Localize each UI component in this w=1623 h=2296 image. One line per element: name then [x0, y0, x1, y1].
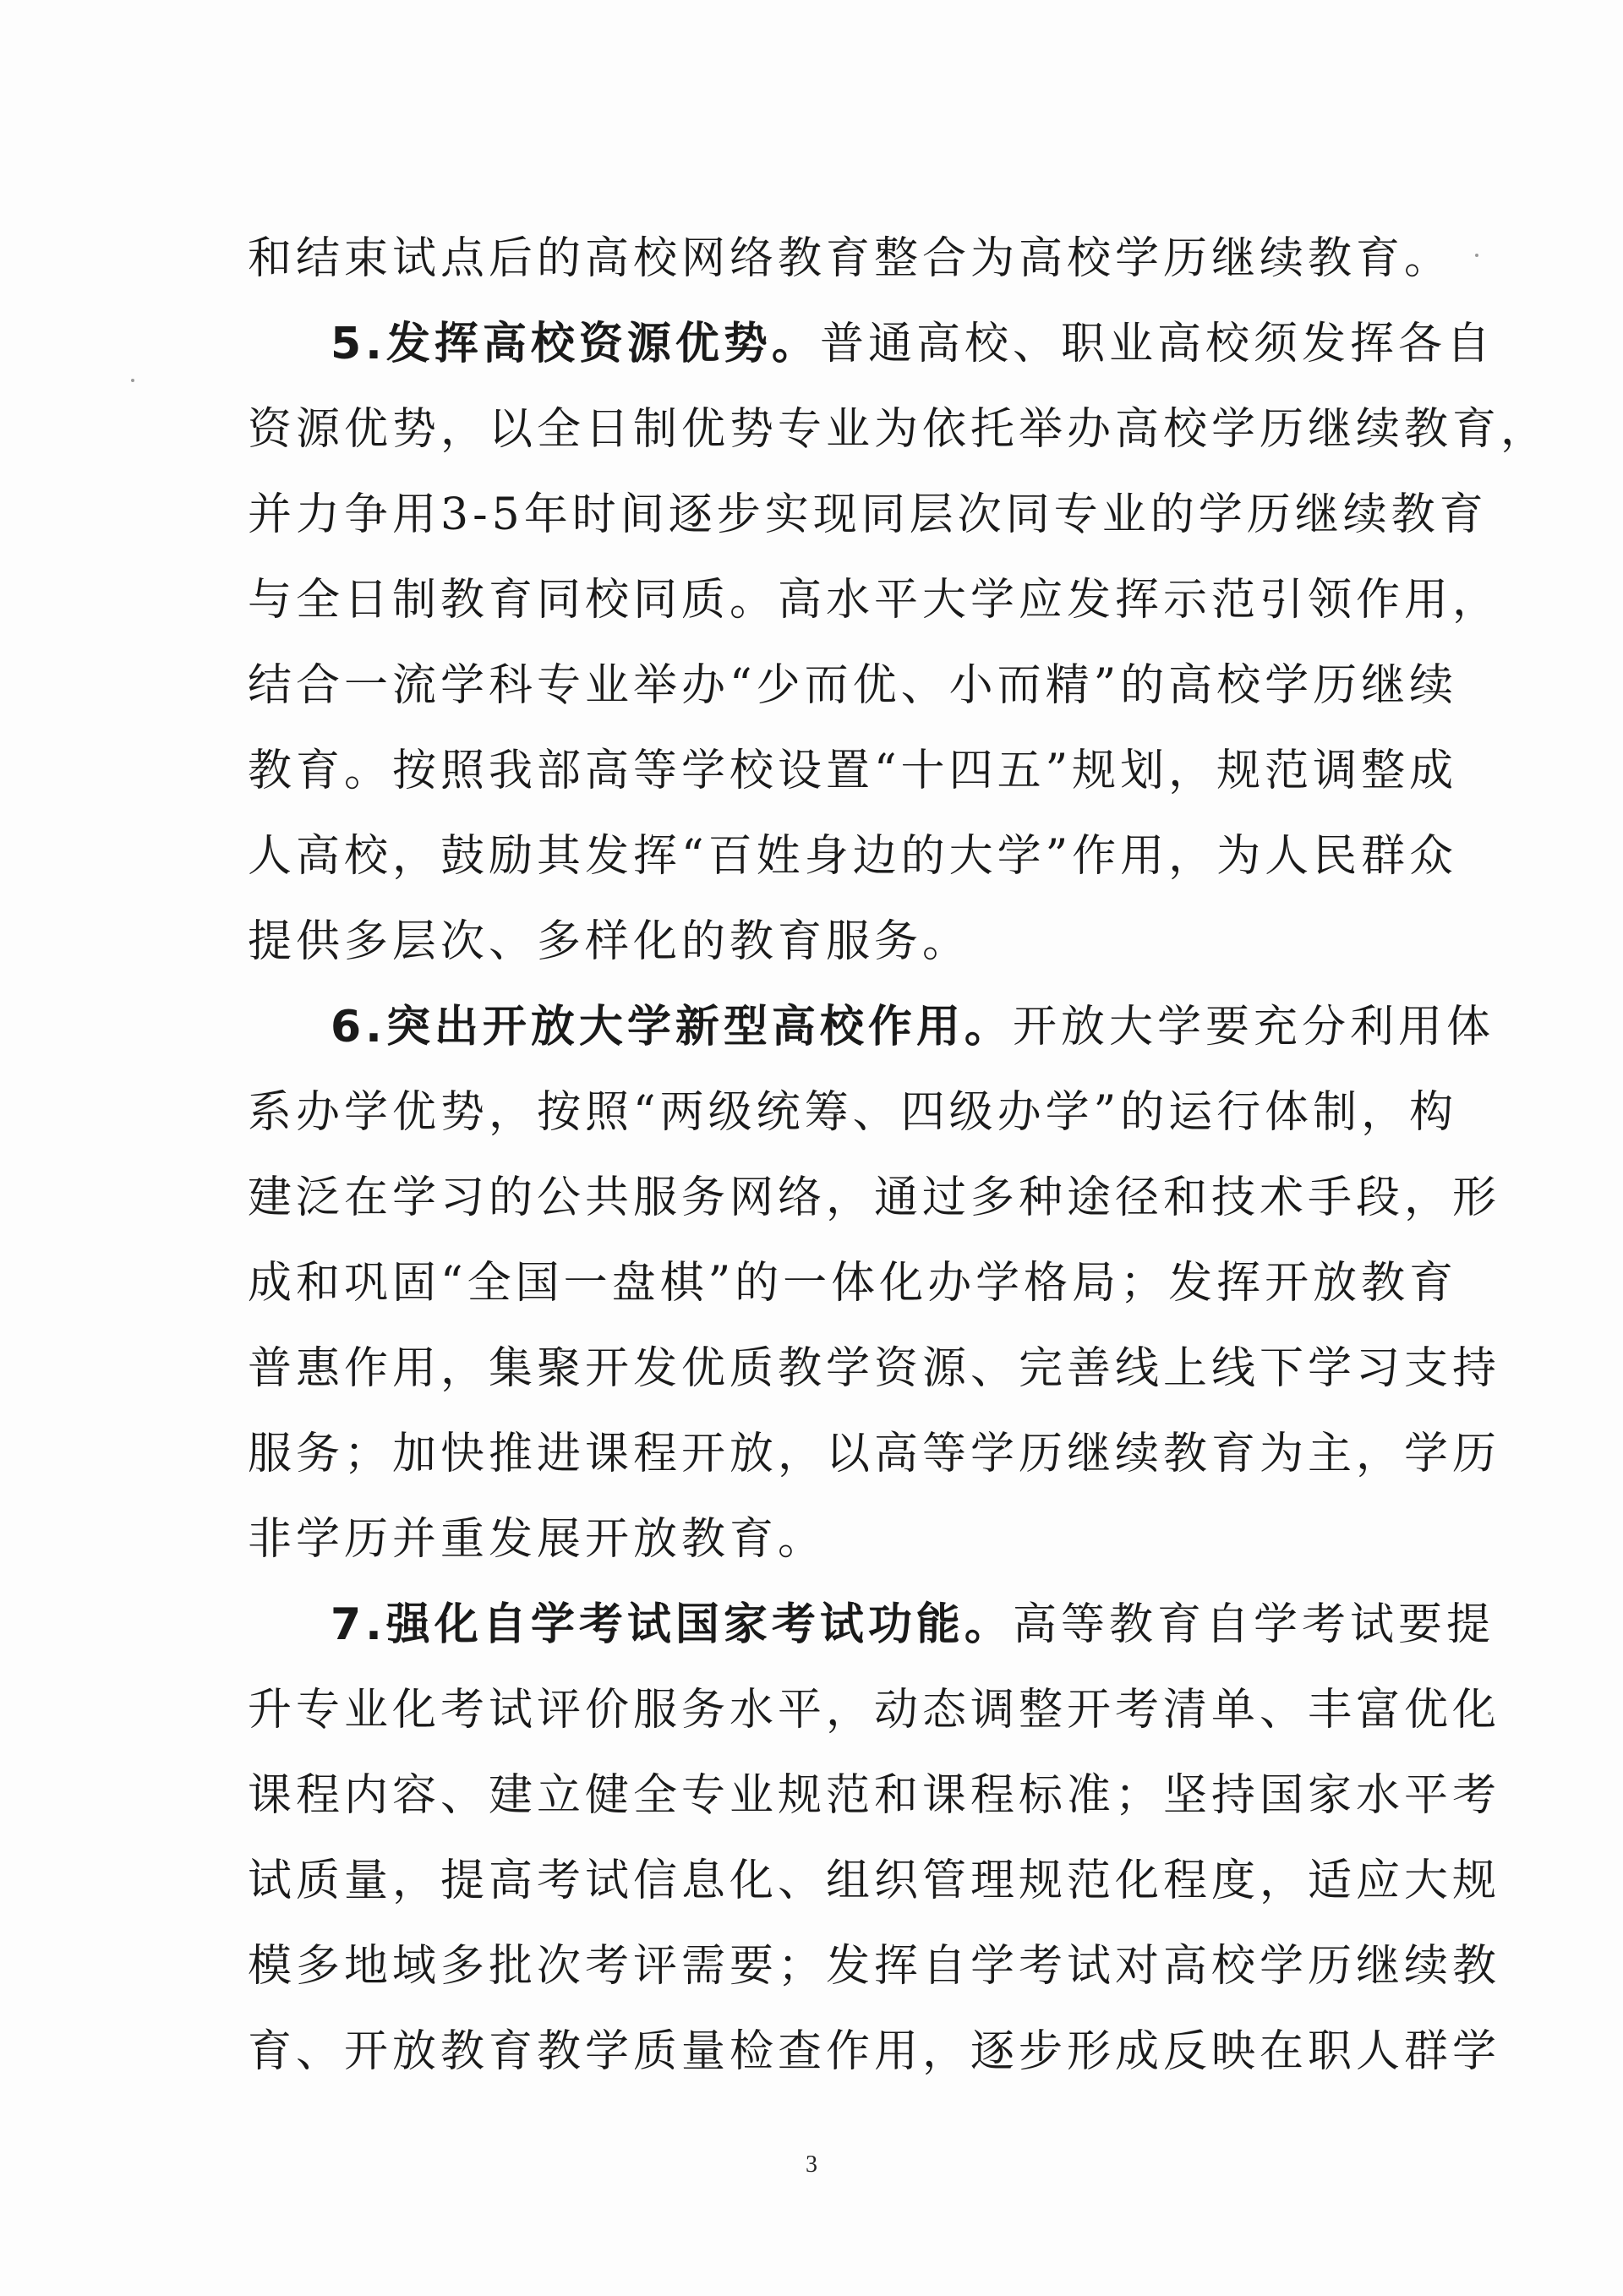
section-heading-6: 6.突出开放大学新型高校作用。: [331, 1002, 1013, 1052]
text-line-14: [248, 1326, 1501, 1412]
line-text: 教育。按照我部高等学校设置“十四五”规划，规范调整成: [248, 746, 1458, 796]
section-heading-7: 7.强化自学考试国家考试功能。: [331, 1599, 1013, 1650]
line-text: 资源优势，以全日制优势专业为依托举办高校学历继续教育，: [248, 404, 1549, 455]
line-text: 模多地域多批次考评需要；发挥自学考试对高校学历继续教: [248, 1941, 1501, 1992]
line-text: 和结束试点后的高校网络教育整合为高校学历继续教育。: [248, 233, 1453, 284]
line-text: 系办学优势，按照“两级统筹、四级办学”的运行体制，构: [248, 1087, 1458, 1138]
text-line-6: [248, 643, 1458, 729]
text-line-8: [248, 814, 1458, 899]
text-line-5: [248, 558, 1501, 643]
text-line-11: [248, 1070, 1458, 1156]
line-text: 普通高校、职业高校须发挥各自: [819, 319, 1495, 369]
text-line-4: [248, 473, 1488, 558]
line-text: 开放大学要充分利用体: [1012, 1002, 1495, 1052]
scan-speck: [131, 379, 134, 382]
text-line-13: [248, 1241, 1458, 1326]
text-line-20: [248, 1839, 1501, 1924]
body-text: [248, 216, 1549, 2095]
scan-speck: [1475, 254, 1478, 257]
text-line-7: [248, 729, 1458, 814]
text-line-19: [248, 1753, 1501, 1839]
line-text: 试质量，提高考试信息化、组织管理规范化程度，适应大规: [248, 1856, 1501, 1906]
text-line-12: [248, 1156, 1501, 1241]
text-line-22: [248, 2009, 1501, 2095]
line-text: 并力争用3-5年时间逐步实现同层次同专业的学历继续教育: [248, 489, 1488, 540]
text-line-1: [248, 216, 1453, 302]
section-heading-5: 5.发挥高校资源优势。: [331, 319, 820, 369]
line-text: 提供多层次、多样化的教育服务。: [248, 916, 971, 967]
line-text: 成和巩固“全国一盘棋”的一体化办学格局；发挥开放教育: [248, 1258, 1458, 1309]
line-text: 人高校，鼓励其发挥“百姓身边的大学”作用，为人民群众: [248, 831, 1458, 882]
text-line-3: [248, 387, 1549, 473]
line-text: 普惠作用，集聚开发优质教学资源、完善线上线下学习支持: [248, 1343, 1501, 1394]
line-text: 服务；加快推进课程开放，以高等学历继续教育为主，学历: [248, 1429, 1501, 1479]
line-text: 非学历并重发展开放教育。: [248, 1514, 827, 1565]
line-text: 高等教育自学考试要提: [1012, 1599, 1495, 1650]
text-line-18: [248, 1668, 1501, 1753]
text-line-9: [248, 899, 1385, 985]
line-text: 建泛在学习的公共服务网络，通过多种途径和技术手段，形: [248, 1173, 1501, 1223]
text-line-15: [248, 1412, 1501, 1497]
text-line-17: [248, 1583, 1495, 1668]
text-line-21: [248, 1924, 1501, 2009]
line-text: 升专业化考试评价服务水平，动态调整开考清单、丰富优化: [248, 1685, 1501, 1736]
text-line-10: [248, 985, 1495, 1070]
line-text: 与全日制教育同校同质。高水平大学应发挥示范引领作用，: [248, 575, 1501, 626]
text-line-2: [248, 302, 1495, 387]
line-text: 结合一流学科专业举办“少而优、小而精”的高校学历继续: [248, 660, 1458, 711]
line-text: 育、开放教育教学质量检查作用，逐步形成反映在职人群学: [248, 2026, 1501, 2077]
page-number: 3: [806, 2151, 817, 2178]
text-line-16: [248, 1497, 1385, 1583]
line-text: 课程内容、建立健全专业规范和课程标准；坚持国家水平考: [248, 1770, 1501, 1821]
